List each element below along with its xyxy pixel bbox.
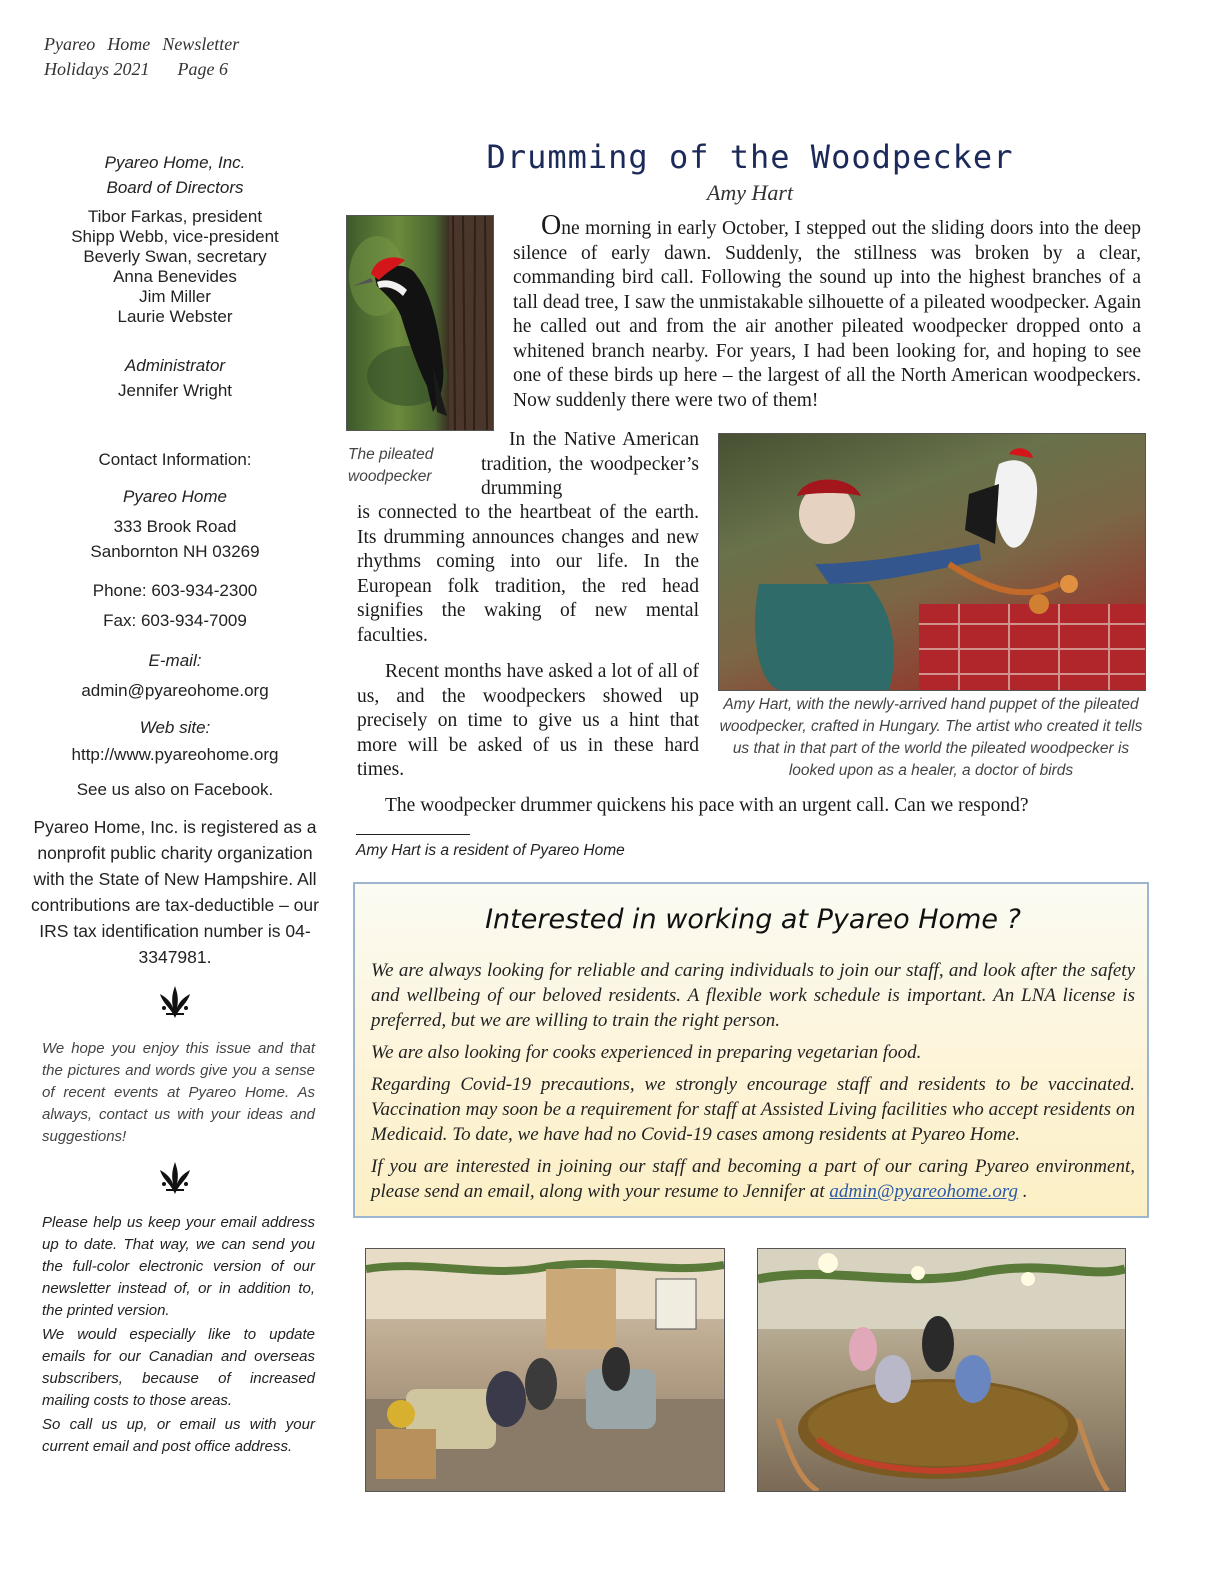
page-number: Page 6 bbox=[177, 59, 228, 79]
board-heading: Board of Directors bbox=[106, 178, 244, 197]
article-footnote: Amy Hart is a resident of Pyareo Home bbox=[356, 842, 625, 859]
issue-line bbox=[44, 57, 239, 82]
web-label: Web site: bbox=[139, 718, 211, 737]
phone: Phone: 603-934-2300 bbox=[92, 581, 258, 600]
leaf-ornament-icon bbox=[157, 984, 193, 1020]
jobs-paragraph: We are also looking for cooks experienced in preparing vegetarian food. bbox=[371, 1042, 922, 1063]
admin-name: Jennifer Wright bbox=[117, 381, 232, 400]
jobs-text bbox=[371, 958, 1135, 1211]
footnote-divider bbox=[356, 834, 470, 835]
woodpecker-caption: The pileated woodpecker bbox=[348, 446, 434, 485]
fax: Fax: 603-934-7009 bbox=[103, 611, 247, 630]
board-member: Shipp Webb, vice-president bbox=[71, 227, 279, 246]
jobs-paragraph: Regarding Covid-19 precautions, we strongly encourage staff and residents to be vaccinated. Vaccination may soon be a requirement for staff at Assisted Living facilities who accept residents on Medicaid. To date, we have had no Covid-19 cases among residents at Pyareo Home. bbox=[371, 1074, 1135, 1145]
leaf-ornament-icon bbox=[157, 1160, 193, 1196]
puppet-photo bbox=[718, 433, 1146, 691]
email-label: E-mail: bbox=[148, 651, 202, 670]
board-member: Tibor Farkas, president bbox=[87, 207, 263, 226]
jobs-box bbox=[353, 882, 1149, 1218]
article-paragraph-1: One morning in early October, I stepped out the sliding doors into the deep silence of early dawn. Suddenly, the stillness was broken by a clear, commanding bird call. Following the sound up into the highest branches of a tall dead tree, I saw the unmistakable silhouette of a pileated woodpecker. Again he called out and from the air another pileated woodpecker dropped onto a whitened branch nearby. For years, I had been looking for, and hoping to see one of these birds up here – the largest of all the North American woodpeckers. Now suddenly there were two of them! bbox=[513, 210, 1141, 411]
lobby-photo bbox=[365, 1248, 725, 1492]
board-member: Anna Benevides bbox=[113, 267, 237, 286]
jobs-paragraph: If you are interested in joining our staff and becoming a part of our caring Pyareo environment, please send an email, along with your resume to Jennifer at admin@pyareohome.org . bbox=[371, 1156, 1135, 1202]
address-line: 333 Brook Road bbox=[113, 517, 237, 536]
article-title: Drumming of the Woodpecker bbox=[486, 138, 1014, 176]
board-member: Laurie Webster bbox=[117, 307, 233, 326]
issue-name: Holidays 2021 bbox=[44, 59, 150, 79]
registration-note: Pyareo Home, Inc. is registered as a nonprofit public charity organization with the State of New Hampshire. All contributions are tax-deductible – our IRS tax identification number is 04-3347981. bbox=[31, 817, 319, 967]
contact-heading: Contact Information: bbox=[98, 450, 252, 469]
email-update-note: We would especially like to update emails for our Canadian and overseas subscribers, because of increased mailing costs to those areas. bbox=[42, 1326, 315, 1409]
jobs-email-link[interactable]: admin@pyareohome.org bbox=[829, 1181, 1019, 1202]
woodpecker-photo bbox=[346, 215, 494, 431]
email-address[interactable]: admin@pyareohome.org bbox=[81, 681, 269, 700]
sidebar bbox=[30, 150, 320, 1458]
jobs-heading: Interested in working at Pyareo Home ? bbox=[485, 904, 1021, 935]
newsletter-title: Pyareo Home Newsletter bbox=[44, 34, 240, 54]
admin-heading: Administrator bbox=[124, 356, 226, 375]
dining-photo bbox=[757, 1248, 1126, 1492]
jobs-paragraph: We are always looking for reliable and caring individuals to join our staff, and look after the safety and wellbeing of our beloved residents. A flexible work schedule is important. An LNA license is preferred, but we are willing to train the right person. bbox=[371, 960, 1135, 1031]
article-paragraph-4: The woodpecker drummer quickens his pace with an urgent call. Can we respond? bbox=[385, 795, 1029, 816]
org-name: Pyareo Home, Inc. bbox=[104, 153, 246, 172]
email-update-note: Please help us keep your email address up to date. That way, we can send you the full-color electronic version of our newsletter instead of, or in addition to, the printed version. bbox=[42, 1214, 315, 1319]
article-paragraph-3: Recent months have asked a lot of all of us, and the woodpeckers showed up precisely on time to give us a hint that more will be asked of us in these hard times. bbox=[357, 661, 699, 780]
newsletter-header bbox=[44, 32, 239, 82]
article-paragraph-2b: is connected to the heartbeat of the earth. Its drumming announces changes and new rhythms coming into our life. In the European folk tradition, the red head signifies the waking of new mental faculties. bbox=[357, 502, 699, 646]
board-member: Jim Miller bbox=[139, 287, 211, 306]
article-author: Amy Hart bbox=[706, 180, 794, 205]
website-link[interactable]: http://www.pyareohome.org bbox=[71, 745, 279, 764]
puppet-caption: Amy Hart, with the newly-arrived hand puppet of the pileated woodpecker, crafted in Hungary. The artist who created it tells us that in that part of the world the pileated woodpecker is looked upon as a healer, a doctor of birds bbox=[719, 696, 1143, 779]
board-member: Beverly Swan, secretary bbox=[83, 247, 267, 266]
enjoy-note: We hope you enjoy this issue and that the pictures and words give you a sense of recent events at Pyareo Home. As always, contact us with your ideas and suggestions! bbox=[42, 1040, 315, 1145]
contact-org: Pyareo Home bbox=[123, 487, 227, 506]
email-update-note: So call us up, or email us with your current email and post office address. bbox=[42, 1416, 315, 1455]
article-paragraph-2a: In the Native American tradition, the woodpecker’s drumming bbox=[481, 429, 699, 499]
address-line: Sanbornton NH 03269 bbox=[90, 542, 260, 561]
facebook-note: See us also on Facebook. bbox=[76, 780, 274, 799]
